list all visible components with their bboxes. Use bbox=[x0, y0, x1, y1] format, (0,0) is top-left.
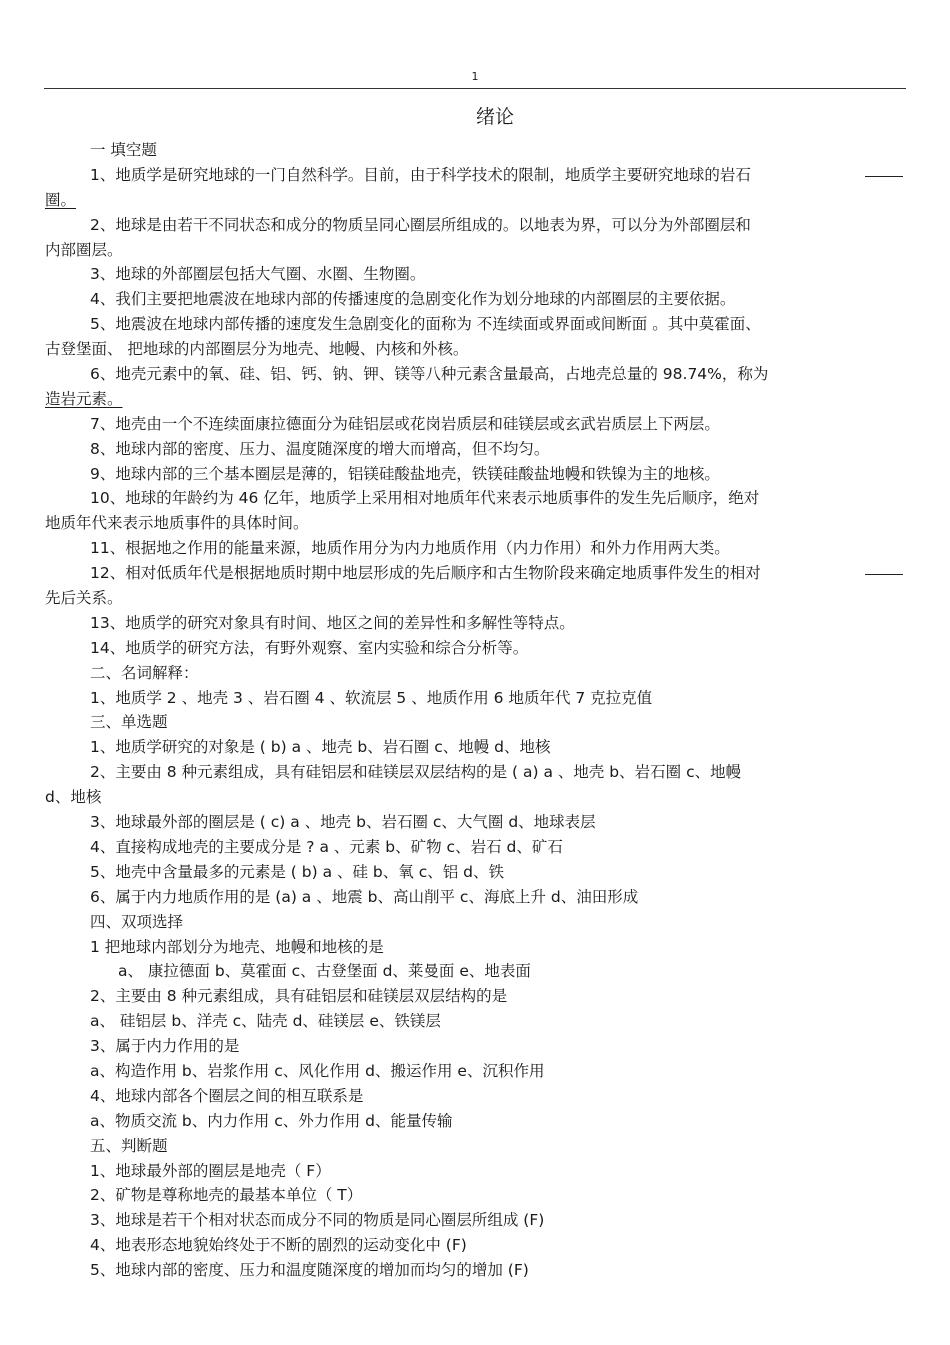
page-title: 绪论 bbox=[475, 106, 514, 128]
text-line bbox=[45, 362, 905, 387]
answer-blank bbox=[865, 574, 903, 575]
line-text: 3、地球最外部的圈层是 ( c) a 、地壳 b、岩石圈 c、大气圈 d、地球表层 bbox=[90, 813, 596, 832]
text-line bbox=[45, 337, 905, 362]
line-text: 四、双项选择 bbox=[90, 912, 184, 931]
text-line bbox=[45, 860, 905, 885]
line-text: 13、地质学的研究对象具有时间、地区之间的差异性和多解性等特点。 bbox=[90, 613, 575, 632]
text-line bbox=[45, 188, 905, 213]
page-number: 1 bbox=[471, 70, 479, 83]
line-text: 4、地球内部各个圈层之间的相互联系是 bbox=[90, 1086, 364, 1105]
line-text: a、 硅铝层 b、洋壳 c、陆壳 d、硅镁层 e、铁镁层 bbox=[90, 1012, 441, 1031]
text-line bbox=[45, 611, 905, 636]
text-line bbox=[45, 1034, 905, 1059]
line-text: a、物质交流 b、内力作用 c、外力作用 d、能量传输 bbox=[90, 1111, 453, 1130]
document-body bbox=[45, 138, 905, 1283]
line-text: 一 填空题 bbox=[90, 141, 157, 159]
text-line bbox=[45, 238, 905, 263]
text-line bbox=[45, 163, 905, 188]
line-text: 7、地壳由一个不连续面康拉德面分为硅铝层或花岗岩质层和硅镁层或玄武岩质层上下两层。 bbox=[90, 414, 720, 433]
line-text: 4、直接构成地壳的主要成分是 ? a 、元素 b、矿物 c、岩石 d、矿石 bbox=[90, 837, 563, 856]
line-text: 2、主要由 8 种元素组成，具有硅铝层和硅镁层双层结构的是 ( a) a 、地壳 b、岩石圈 c、地幔 bbox=[90, 763, 742, 782]
line-text: a、构造作用 b、岩浆作用 c、风化作用 d、搬运作用 e、沉积作用 bbox=[90, 1061, 545, 1080]
text-line bbox=[45, 1084, 905, 1109]
line-text: 12、相对低质年代是根据地质时期中地层形成的先后顺序和古生物阶段来确定地质事件发生的相对 bbox=[90, 564, 761, 583]
line-text: 内部圈层。 bbox=[45, 240, 123, 259]
line-text: 8、地球内部的密度、压力、温度随深度的增大而增高，但不均匀。 bbox=[90, 439, 550, 458]
text-line bbox=[45, 661, 905, 686]
text-line bbox=[45, 1159, 905, 1184]
line-text: 5、地球内部的密度、压力和温度随深度的增加而均匀的增加 (F) bbox=[90, 1261, 529, 1280]
line-text: 5、地震波在地球内部传播的速度发生急剧变化的面称为 不连续面或界面或间断面 。其中莫霍面、 bbox=[90, 315, 761, 334]
text-line bbox=[45, 785, 905, 810]
line-text: 二、名词解释： bbox=[90, 663, 199, 682]
text-line bbox=[45, 138, 905, 163]
text-line bbox=[45, 387, 905, 412]
text-line bbox=[45, 1134, 905, 1159]
text-line bbox=[45, 885, 905, 910]
text-line bbox=[45, 760, 905, 785]
text-line bbox=[45, 710, 905, 735]
text-line bbox=[45, 1233, 905, 1258]
text-line bbox=[45, 1109, 905, 1134]
line-text: 1、地质学 2 、地壳 3 、岩石圈 4 、软流层 5 、地质作用 6 地质年代 7 克拉克值 bbox=[90, 688, 653, 707]
line-text: 1、地质学是研究地球的一门自然科学。目前，由于科学技术的限制，地质学主要研究地球的岩石 bbox=[90, 165, 751, 184]
text-line bbox=[45, 486, 905, 511]
line-text: 造岩元素。 bbox=[45, 389, 123, 408]
line-text: a、 康拉德面 b、莫霍面 c、古登堡面 d、莱曼面 e、地表面 bbox=[118, 962, 531, 981]
line-text: 1、地球最外部的圈层是地壳（ F） bbox=[90, 1161, 331, 1180]
line-text: 6、属于内力地质作用的是 (a) a 、地震 b、高山削平 c、海底上升 d、油田形成 bbox=[90, 887, 639, 906]
text-line bbox=[45, 735, 905, 760]
text-line bbox=[45, 586, 905, 611]
line-text: 5、地壳中含量最多的元素是 ( b) a 、硅 b、氧 c、铝 d、铁 bbox=[90, 862, 504, 881]
line-text: 10、地球的年龄约为 46 亿年，地质学上采用相对地质年代来表示地质事件的发生先后顺序，绝对 bbox=[90, 489, 760, 508]
text-line bbox=[45, 536, 905, 561]
text-line bbox=[45, 462, 905, 487]
answer-blank bbox=[865, 176, 903, 177]
text-line bbox=[45, 561, 905, 586]
text-line bbox=[45, 959, 905, 984]
line-text: 古登堡面、 把地球的内部圈层分为地壳、地幔、内核和外核。 bbox=[45, 340, 469, 359]
text-line bbox=[45, 935, 905, 960]
line-text: 地质年代来表示地质事件的具体时间。 bbox=[45, 514, 309, 533]
text-line bbox=[45, 287, 905, 312]
line-text: 11、根据地之作用的能量来源，地质作用分为内力地质作用（内力作用）和外力作用两大类。 bbox=[90, 539, 730, 558]
text-line bbox=[45, 213, 905, 238]
text-line bbox=[45, 1183, 905, 1208]
line-text: 1 把地球内部划分为地壳、地幔和地核的是 bbox=[90, 937, 384, 956]
line-text: 三、单选题 bbox=[90, 713, 168, 732]
line-text: 五、判断题 bbox=[90, 1136, 168, 1155]
text-line bbox=[45, 1208, 905, 1233]
text-line bbox=[45, 910, 905, 935]
line-text: 14、地质学的研究方法，有野外观察、室内实验和综合分析等。 bbox=[90, 638, 529, 657]
text-line bbox=[45, 262, 905, 287]
text-line bbox=[45, 1059, 905, 1084]
line-text: 圈。 bbox=[45, 190, 77, 209]
line-text: 6、地壳元素中的氧、硅、铝、钙、钠、钾、镁等八种元素含量最高，占地壳总量的 98.74%，称为 bbox=[90, 365, 769, 384]
line-text: 1、地质学研究的对象是 ( b) a 、地壳 b、岩石圈 c、地幔 d、地核 bbox=[90, 738, 551, 757]
text-line bbox=[45, 1009, 905, 1034]
text-line bbox=[45, 412, 905, 437]
text-line bbox=[45, 810, 905, 835]
line-text: 2、矿物是尊称地壳的最基本单位（ T） bbox=[90, 1186, 363, 1205]
line-text: d、地核 bbox=[45, 788, 102, 807]
line-text: 4、地表形态地貌始终处于不断的剧烈的运动变化中 (F) bbox=[90, 1236, 467, 1255]
line-text: 3、地球的外部圈层包括大气圈、水圈、生物圈。 bbox=[90, 265, 426, 284]
line-text: 4、我们主要把地震波在地球内部的传播速度的急剧变化作为划分地球的内部圈层的主要依据。 bbox=[90, 290, 736, 309]
text-line bbox=[45, 984, 905, 1009]
text-line bbox=[45, 312, 905, 337]
line-text: 9、地球内部的三个基本圈层是薄的，铝镁硅酸盐地壳，铁镁硅酸盐地幔和铁镍为主的地核。 bbox=[90, 464, 720, 483]
text-line bbox=[45, 636, 905, 661]
header-rule bbox=[44, 88, 906, 89]
text-line bbox=[45, 835, 905, 860]
line-text: 2、地球是由若干不同状态和成分的物质呈同心圈层所组成的。以地表为界，可以分为外部圈层和 bbox=[90, 215, 751, 234]
text-line bbox=[45, 511, 905, 536]
text-line bbox=[45, 437, 905, 462]
text-line bbox=[45, 1258, 905, 1283]
text-line bbox=[45, 686, 905, 711]
line-text: 3、属于内力作用的是 bbox=[90, 1037, 240, 1056]
line-text: 2、主要由 8 种元素组成，具有硅铝层和硅镁层双层结构的是 bbox=[90, 987, 508, 1006]
line-text: 先后关系。 bbox=[45, 589, 123, 608]
line-text: 3、地球是若干个相对状态而成分不同的物质是同心圈层所组成 (F) bbox=[90, 1211, 545, 1230]
